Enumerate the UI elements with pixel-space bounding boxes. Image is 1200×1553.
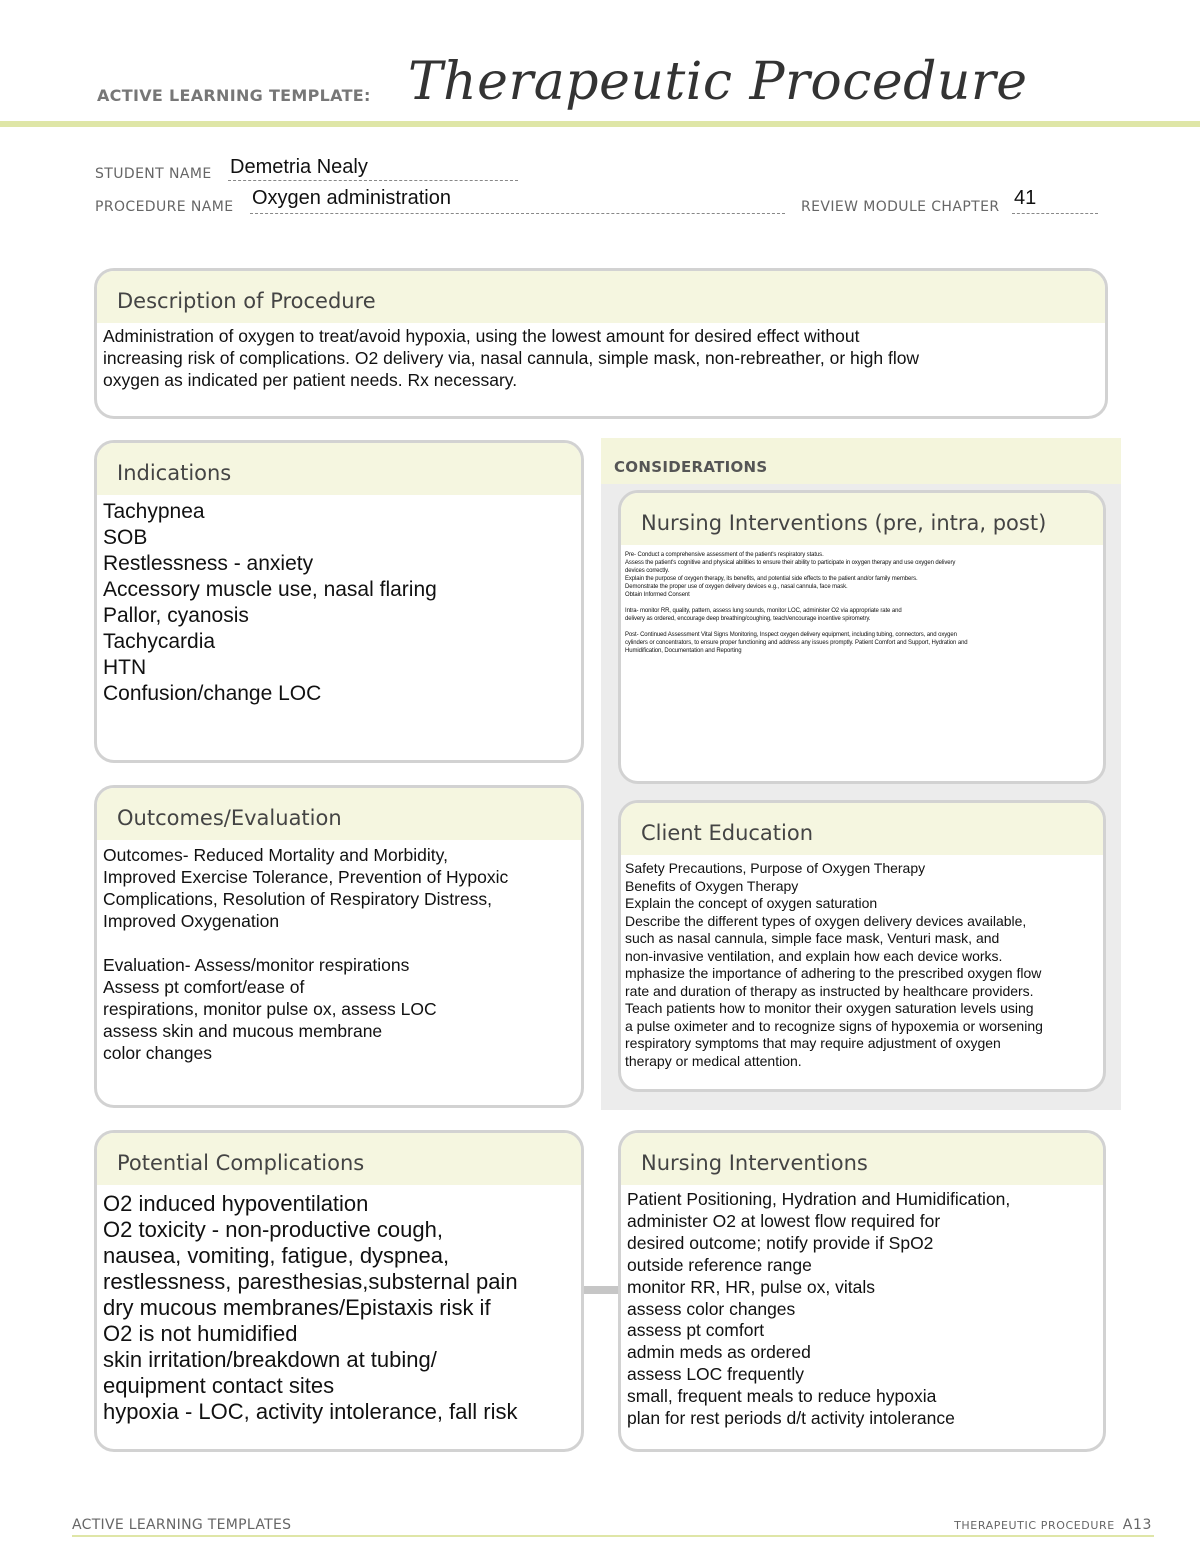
outcome-line: Improved Exercise Tolerance, Prevention of Hypoxic (103, 867, 509, 887)
indication-item: HTN (103, 656, 147, 679)
education-line: non-invasive ventilation, and explain how each device works. (625, 947, 1003, 964)
nursing-interventions-ppp-box (618, 490, 1106, 784)
ppp-line: Post- Continued Assessment Vital Signs Monitoring, Inspect oxygen delivery equipment, including tubing, connectors, and oxygen (625, 632, 957, 638)
complication-line: O2 induced hypoventilation (103, 1191, 369, 1216)
complication-line: skin irritation/breakdown at tubing/ (103, 1347, 437, 1372)
complication-line: equipment contact sites (103, 1373, 335, 1398)
intervention-line: assess LOC frequently (627, 1364, 805, 1385)
complications-box (94, 1130, 584, 1452)
footer-left: ACTIVE LEARNING TEMPLATES (72, 1517, 292, 1533)
footer-rule (72, 1535, 1154, 1537)
complications-heading: Potential Complications (97, 1133, 581, 1185)
ppp-line: Obtain Informed Consent (625, 592, 690, 598)
outcome-line: Assess pt comfort/ease of (103, 977, 305, 997)
procedure-name-label: PROCEDURE NAME (95, 199, 234, 215)
intervention-line: outside reference range (627, 1254, 812, 1275)
indication-item: Tachypnea (103, 500, 205, 523)
indications-heading: Indications (97, 443, 581, 495)
outcome-line: respirations, monitor pulse ox, assess LOC (103, 999, 437, 1019)
student-name-field[interactable]: Demetria Nealy (230, 156, 368, 178)
indication-item: Restlessness - anxiety (103, 552, 314, 575)
education-line: Safety Precautions, Purpose of Oxygen Therapy (625, 860, 926, 876)
student-name-label: STUDENT NAME (95, 166, 212, 182)
outcome-line: Outcomes- Reduced Mortality and Morbidity, (103, 845, 448, 865)
indication-item: Pallor, cyanosis (103, 604, 249, 627)
footer-right (954, 1517, 1152, 1533)
complication-line: O2 is not humidified (103, 1321, 298, 1346)
description-heading: Description of Procedure (97, 271, 1105, 323)
education-line: Describe the different types of oxygen delivery devices available, (625, 912, 1027, 929)
intervention-line: plan for rest periods d/t activity intolerance (627, 1408, 955, 1429)
complication-line: restlessness, paresthesias,substernal pain (103, 1269, 518, 1294)
intervention-line: desired outcome; notify provide if SpO2 (627, 1232, 934, 1253)
ppp-line: delivery as ordered, encourage deep breathing/coughing, teach/encourage incentive spirometry. (625, 616, 871, 622)
client-education-box (618, 800, 1106, 1092)
nursing-interventions-heading: Nursing Interventions (621, 1133, 1103, 1185)
ppp-line: Pre- Conduct a comprehensive assessment of the patient's respiratory status. (625, 552, 824, 558)
description-line: oxygen as indicated per patient needs. Rx necessary. (103, 370, 518, 390)
ppp-line: Demonstrate the proper use of oxygen delivery devices e.g., nasal cannula, face mask. (625, 584, 848, 590)
outcome-line: color changes (103, 1043, 212, 1063)
nursing-interventions-box (618, 1130, 1106, 1452)
ppp-line: Assess the patient's cognitive and physical abilities to ensure their ability to participate in oxygen therapy and use oxygen delivery (625, 560, 956, 566)
education-line: respiratory symptoms that may require adjustment of oxygen (625, 1035, 1001, 1051)
ppp-line: cylinders or concentrators, to ensure proper functioning and address any issues promptly. Patient Comfort and Support, Hydration and (625, 640, 968, 646)
intervention-line: assess color changes (627, 1298, 796, 1319)
complication-line: O2 toxicity - non-productive cough, (103, 1217, 443, 1242)
education-line: therapy or medical attention. (625, 1052, 802, 1069)
outcome-line: Improved Oxygenation (103, 911, 280, 931)
review-module-line (1012, 213, 1098, 214)
education-line: Explain the concept of oxygen saturation (625, 895, 878, 911)
review-module-field[interactable]: 41 (1014, 187, 1037, 209)
student-name-line (228, 180, 518, 181)
education-line: a pulse oximeter and to recognize signs of hypoxemia or worsening (625, 1017, 1043, 1034)
template-label: ACTIVE LEARNING TEMPLATE: (97, 86, 371, 105)
ppp-line: Intra- monitor RR, quality, pattern, assess lung sounds, monitor LOC, administer O2 via appropriate rate and (625, 608, 902, 614)
considerations-label: CONSIDERATIONS (614, 458, 768, 476)
outcome-line: Evaluation- Assess/monitor respirations (103, 955, 410, 975)
education-line: rate and duration of therapy as instructed by healthcare providers. (625, 982, 1034, 999)
complication-line: nausea, vomiting, fatigue, dyspnea, (103, 1243, 450, 1268)
intervention-line: monitor RR, HR, pulse ox, vitals (627, 1276, 875, 1297)
ppp-line: Humidification, Documentation and Reporting (625, 648, 742, 654)
outcome-line: Complications, Resolution of Respiratory Distress, (103, 889, 493, 909)
complication-line: dry mucous membranes/Epistaxis risk if (103, 1295, 491, 1320)
education-line: such as nasal cannula, simple face mask, Venturi mask, and (625, 930, 1000, 946)
education-line: mphasize the importance of adhering to the prescribed oxygen flow (625, 965, 1042, 981)
ppp-line: devices correctly. (625, 568, 670, 574)
intervention-line: small, frequent meals to reduce hypoxia (627, 1386, 937, 1407)
outcomes-box (94, 785, 584, 1108)
intervention-line: admin meds as ordered (627, 1342, 811, 1363)
description-line: Administration of oxygen to treat/avoid hypoxia, using the lowest amount for desired effect without (103, 326, 860, 346)
procedure-name-line (250, 213, 785, 214)
outcomes-heading: Outcomes/Evaluation (97, 788, 581, 840)
complication-line: hypoxia - LOC, activity intolerance, fall risk (103, 1399, 518, 1424)
page-number: A13 (1122, 1517, 1152, 1533)
indication-item: Confusion/change LOC (103, 682, 322, 705)
connector-bar (583, 1286, 621, 1294)
intervention-line: Patient Positioning, Hydration and Humidification, (627, 1189, 1011, 1209)
description-box (94, 268, 1108, 419)
nursing-interventions-ppp-heading: Nursing Interventions (pre, intra, post) (621, 493, 1103, 545)
indications-box (94, 440, 584, 763)
header-rule (0, 121, 1200, 127)
intervention-line: assess pt comfort (627, 1320, 765, 1341)
page-title: Therapeutic Procedure (408, 52, 1028, 112)
client-education-heading: Client Education (621, 803, 1103, 855)
ppp-line: Explain the purpose of oxygen therapy, its benefits, and potential side effects to the patient and/or family members. (625, 576, 918, 582)
education-line: Benefits of Oxygen Therapy (625, 877, 799, 894)
indication-item: Tachycardia (103, 630, 216, 653)
outcome-line: assess skin and mucous membrane (103, 1021, 383, 1041)
description-line: increasing risk of complications. O2 delivery via, nasal cannula, simple mask, non-rebreather, or high flow (103, 348, 920, 368)
review-module-label: REVIEW MODULE CHAPTER (801, 199, 1000, 215)
footer-section: THERAPEUTIC PROCEDURE (954, 1519, 1115, 1532)
indication-item: Accessory muscle use, nasal flaring (103, 578, 437, 601)
procedure-name-field[interactable]: Oxygen administration (252, 187, 451, 209)
indication-item: SOB (103, 526, 148, 549)
intervention-line: administer O2 at lowest flow required for (627, 1210, 941, 1231)
education-line: Teach patients how to monitor their oxygen saturation levels using (625, 1000, 1034, 1016)
